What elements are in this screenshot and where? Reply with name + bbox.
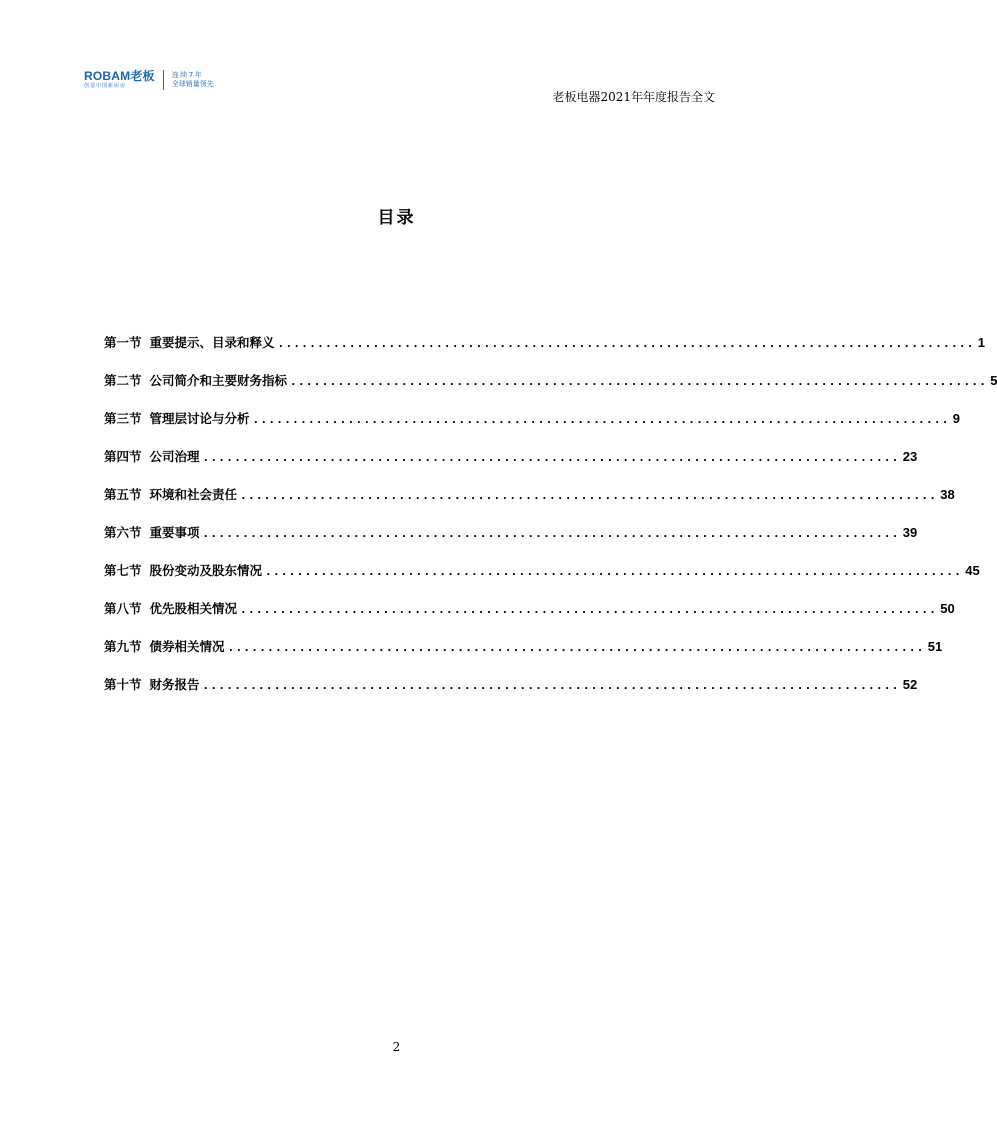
page-number: 2 xyxy=(392,1040,401,1054)
toc-section-label: 第五节 xyxy=(104,487,142,502)
toc-page-number: 1 xyxy=(977,335,985,350)
brand-block xyxy=(84,70,155,90)
toc-page-number: 51 xyxy=(927,639,943,654)
toc-entry[interactable] xyxy=(104,675,918,713)
toc-leader-dots: ........................................................................................ xyxy=(202,679,900,692)
toc-leader-dots: ........................................................................................ xyxy=(202,527,900,540)
toc-section-label: 第八节 xyxy=(104,601,142,616)
toc-leader-dots: ........................................................................................ xyxy=(240,489,938,502)
toc-leader-dots: ........................................................................................ xyxy=(252,413,950,426)
toc-entry[interactable] xyxy=(104,637,943,675)
toc-entry[interactable] xyxy=(104,371,997,409)
toc-heading: 财务报告 xyxy=(149,677,200,692)
slogan-block xyxy=(172,71,214,89)
company-logo xyxy=(84,70,214,90)
toc-heading: 重要提示、目录和释义 xyxy=(149,335,275,350)
toc-heading: 股份变动及股东情况 xyxy=(149,563,263,578)
toc-page-number: 39 xyxy=(902,525,918,540)
toc-page-number: 45 xyxy=(965,563,980,578)
toc-entry[interactable] xyxy=(104,561,980,599)
toc-entry[interactable] xyxy=(104,485,955,523)
toc-section-label: 第七节 xyxy=(104,563,142,578)
toc-page-number: 9 xyxy=(952,411,960,426)
toc-entry[interactable] xyxy=(104,523,918,561)
toc-entry[interactable] xyxy=(104,409,960,447)
toc-section-label: 第九节 xyxy=(104,639,142,654)
toc-section-label: 第一节 xyxy=(104,335,142,350)
toc-page-number: 38 xyxy=(940,487,955,502)
toc-heading: 债券相关情况 xyxy=(149,639,225,654)
slogan-top: 连续7年 xyxy=(171,71,204,79)
toc-heading: 公司治理 xyxy=(149,449,200,464)
toc-leader-dots: ........................................................................................ xyxy=(227,641,925,654)
document-title: 老板电器2021年年度报告全文 xyxy=(552,90,715,104)
brand-name: ROBAM老板 xyxy=(84,69,155,83)
toc-title: 目录 xyxy=(377,208,416,228)
toc-page-number: 50 xyxy=(940,601,955,616)
toc-entry[interactable] xyxy=(104,333,985,371)
toc-heading: 优先股相关情况 xyxy=(149,601,238,616)
toc-entry[interactable] xyxy=(104,599,955,637)
toc-leader-dots: ........................................................................................ xyxy=(277,337,975,350)
brand-tagline: 创造中国新厨房 xyxy=(84,83,127,89)
toc-leader-dots: ........................................................................................ xyxy=(265,565,963,578)
toc-section-label: 第十节 xyxy=(104,677,142,692)
toc-leader-dots: ........................................................................................ xyxy=(202,451,900,464)
toc-section-label: 第四节 xyxy=(104,449,142,464)
toc-page-number: 52 xyxy=(902,677,918,692)
toc-entry[interactable] xyxy=(104,447,918,485)
toc-heading: 环境和社会责任 xyxy=(149,487,238,502)
slogan-bottom: 全球销量领先 xyxy=(171,80,214,88)
toc-page-number: 5 xyxy=(990,373,997,388)
logo-divider xyxy=(163,70,164,90)
toc-section-label: 第二节 xyxy=(104,373,142,388)
toc-leader-dots: ........................................................................................ xyxy=(290,375,988,388)
toc-heading: 公司简介和主要财务指标 xyxy=(149,373,288,388)
toc-page-number: 23 xyxy=(902,449,918,464)
toc-heading: 重要事项 xyxy=(149,525,200,540)
toc-leader-dots: ........................................................................................ xyxy=(240,603,938,616)
toc-section-label: 第六节 xyxy=(104,525,142,540)
toc-heading: 管理层讨论与分析 xyxy=(149,411,250,426)
toc-section-label: 第三节 xyxy=(104,411,142,426)
toc-list xyxy=(104,333,997,713)
